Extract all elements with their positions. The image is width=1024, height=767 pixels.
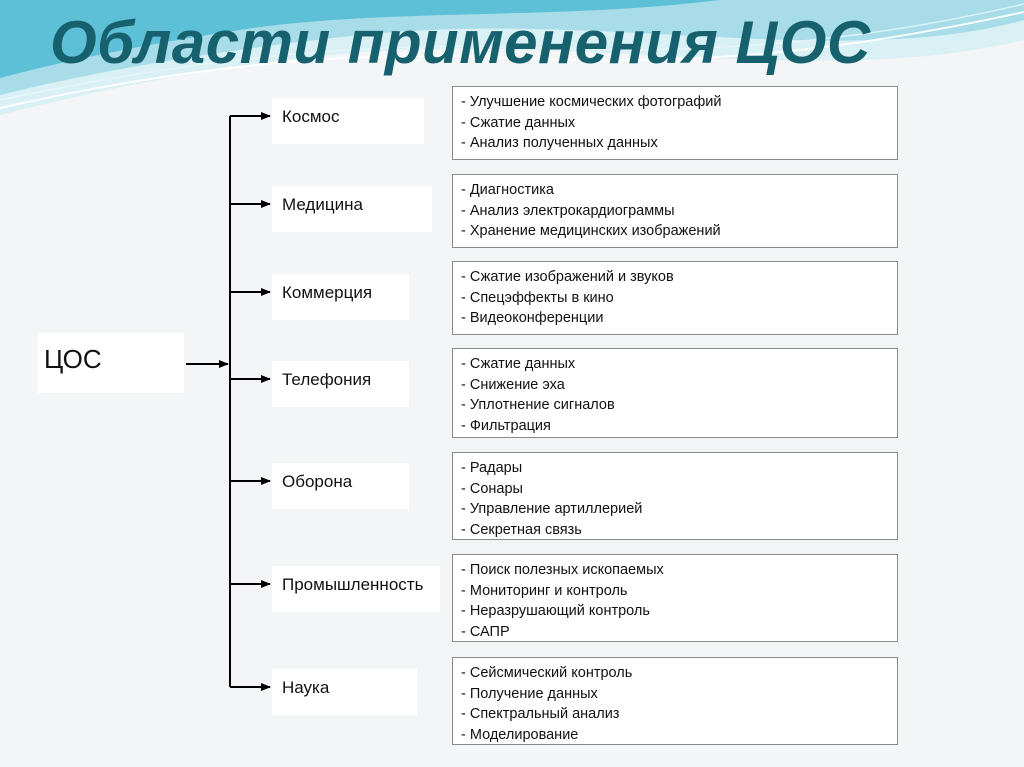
detail-item: - Улучшение космических фотографий bbox=[461, 94, 722, 110]
detail-item: - Сонары bbox=[461, 480, 523, 497]
category-label: Космос bbox=[272, 98, 424, 144]
detail-item: - Моделирование bbox=[461, 726, 579, 743]
detail-item: - Диагностика bbox=[461, 182, 554, 198]
branch-arrows bbox=[230, 116, 270, 687]
page-title: Области применения ЦОС bbox=[50, 9, 871, 76]
detail-item: - Уплотнение сигналов bbox=[461, 397, 615, 413]
detail-item: - Сжатие данных bbox=[461, 114, 576, 131]
category-details bbox=[452, 174, 898, 248]
detail-item: - Спецэффекты в кино bbox=[461, 289, 614, 306]
detail-item: - Видеоконференции bbox=[461, 310, 604, 326]
detail-item: - Сжатие данных bbox=[461, 356, 576, 372]
category-label: Медицина bbox=[272, 186, 432, 232]
detail-item: - Радары bbox=[461, 460, 523, 476]
category-label: Коммерция bbox=[272, 274, 409, 320]
detail-item: - Фильтрация bbox=[461, 417, 551, 434]
category-details bbox=[452, 261, 898, 335]
detail-item: - Секретная связь bbox=[461, 521, 582, 538]
detail-item: - Управление артиллерией bbox=[461, 501, 643, 517]
detail-item: - Снижение эха bbox=[461, 376, 565, 393]
category-label: Наука bbox=[272, 669, 417, 715]
detail-item: - Поиск полезных ископаемых bbox=[461, 562, 664, 578]
category-details bbox=[452, 657, 898, 745]
detail-item: - Неразрушающий контроль bbox=[461, 603, 650, 619]
detail-item: - Сейсмический контроль bbox=[461, 665, 633, 681]
category-label: Телефония bbox=[272, 361, 409, 407]
detail-item: - Спектральный анализ bbox=[461, 706, 620, 722]
category-details bbox=[452, 554, 898, 642]
detail-item: - САПР bbox=[461, 623, 510, 640]
category-details bbox=[452, 452, 898, 540]
category-label: Промышленность bbox=[272, 566, 440, 612]
detail-item: - Анализ полученных данных bbox=[461, 135, 658, 151]
root-node: ЦОС bbox=[38, 333, 184, 393]
detail-item: - Получение данных bbox=[461, 685, 598, 702]
detail-item: - Сжатие изображений и звуков bbox=[461, 269, 674, 285]
detail-item: - Анализ электрокардиограммы bbox=[461, 202, 675, 219]
detail-item: - Хранение медицинских изображений bbox=[461, 223, 721, 239]
category-details bbox=[452, 348, 898, 438]
detail-item: - Мониторинг и контроль bbox=[461, 582, 628, 599]
category-label: Оборона bbox=[272, 463, 409, 509]
category-details bbox=[452, 86, 898, 160]
